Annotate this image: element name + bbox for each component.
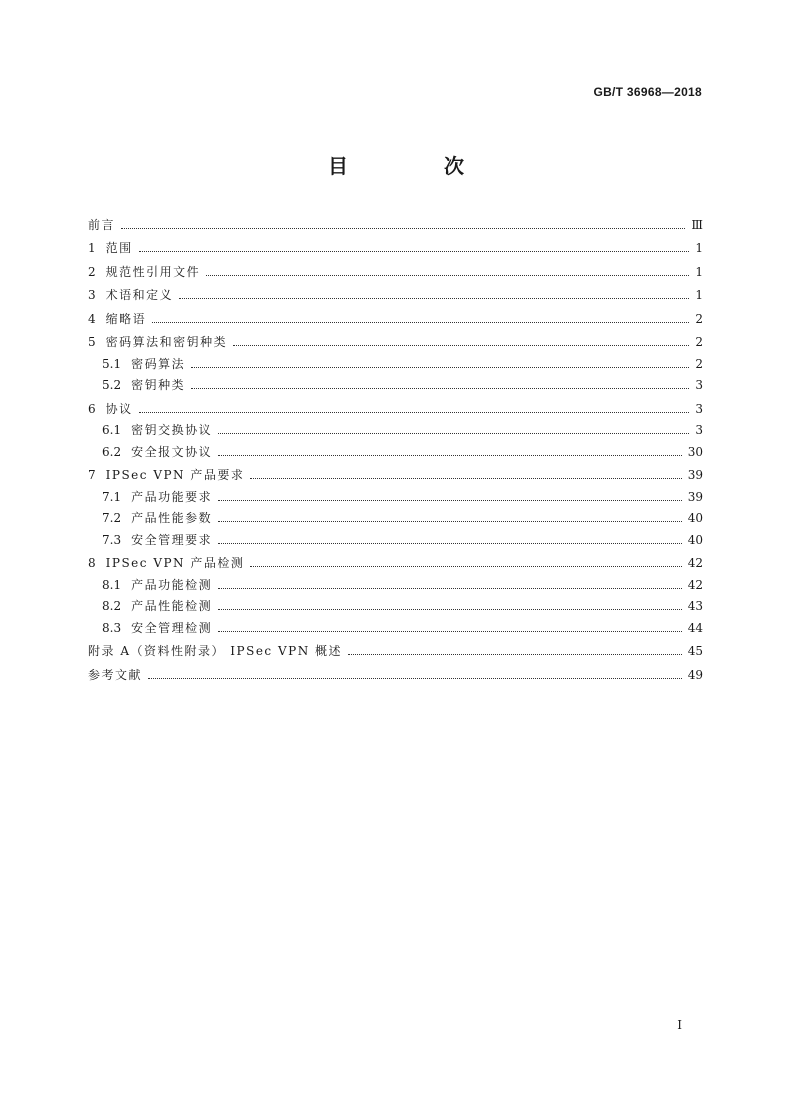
toc-entry-number: 8.3 (102, 621, 122, 636)
toc-entry[interactable] (88, 508, 703, 530)
toc-entry[interactable] (88, 665, 703, 687)
toc-leader-dots (152, 322, 689, 323)
toc-leader-dots (191, 367, 689, 368)
toc-entry-page: 44 (687, 621, 703, 636)
toc-entry[interactable] (88, 641, 703, 663)
toc-entry-page: 2 (695, 334, 703, 349)
standard-code: GB/T 36968—2018 (593, 85, 702, 99)
toc-title: 目 次 (328, 154, 502, 178)
toc-leader-dots (218, 631, 682, 632)
toc-entry-label: 密钥交换协议 (131, 423, 213, 438)
toc-leader-dots (250, 566, 681, 567)
toc-entry-page: 43 (687, 599, 703, 614)
toc-entry-number: 7.2 (102, 511, 122, 526)
toc-leader-dots (250, 478, 681, 479)
toc-entry-label: 产品功能要求 (131, 489, 213, 504)
toc-entry[interactable] (88, 285, 703, 307)
toc-entry-page: 3 (695, 423, 703, 438)
toc-entry-number: 8 (88, 556, 96, 571)
toc-leader-dots (218, 609, 682, 610)
toc-entry-number: 4 (88, 311, 96, 326)
toc-entry-page: 39 (687, 468, 703, 483)
toc-entry[interactable] (88, 215, 703, 237)
toc-entry[interactable] (88, 262, 703, 284)
toc-entry-label: 前言 (88, 218, 116, 232)
toc-entry[interactable] (88, 575, 703, 597)
table-of-contents (88, 215, 703, 686)
toc-leader-dots (233, 345, 689, 346)
toc-entry-label: 密码算法 (131, 356, 186, 371)
toc-leader-dots (139, 251, 690, 252)
toc-entry-page: 42 (687, 577, 703, 592)
toc-entry-page: 45 (687, 644, 703, 659)
toc-entry-label: 术语和定义 (105, 288, 174, 303)
toc-entry-label: IPSec VPN 产品要求 (105, 468, 245, 483)
toc-entry[interactable] (88, 375, 703, 397)
toc-entry-number: 6.2 (102, 444, 122, 459)
toc-entry-page: 40 (687, 532, 703, 547)
toc-entry-label: 规范性引用文件 (105, 264, 201, 279)
toc-entry-page: 3 (695, 401, 703, 416)
toc-entry[interactable] (88, 399, 703, 421)
toc-leader-dots (218, 500, 682, 501)
toc-entry-number: 8.1 (102, 577, 122, 592)
toc-leader-dots (206, 275, 689, 276)
toc-entry[interactable] (88, 332, 703, 354)
toc-entry-number: 5.1 (102, 356, 122, 371)
toc-entry-label: 安全管理检测 (131, 621, 213, 636)
toc-entry-number: 7.1 (102, 489, 122, 504)
toc-leader-dots (348, 654, 682, 655)
toc-entry-label: 密码算法和密钥种类 (105, 334, 228, 349)
toc-entry-page: Ⅲ (691, 218, 703, 232)
toc-entry-number: 8.2 (102, 599, 122, 614)
toc-entry-number: 5.2 (102, 378, 122, 393)
toc-entry-number: 7 (88, 468, 96, 483)
toc-leader-dots (218, 433, 689, 434)
toc-entry-page: 2 (695, 356, 703, 371)
toc-entry[interactable] (88, 420, 703, 442)
toc-entry-page: 1 (695, 241, 703, 256)
toc-entry-number: 6.1 (102, 423, 122, 438)
toc-entry-number: 6 (88, 401, 96, 416)
toc-leader-dots (218, 588, 682, 589)
toc-leader-dots (218, 521, 682, 522)
toc-leader-dots (139, 412, 690, 413)
toc-entry-label: 安全管理要求 (131, 532, 213, 547)
toc-entry[interactable] (88, 487, 703, 509)
toc-entry-label: 范围 (105, 241, 133, 256)
toc-leader-dots (218, 455, 682, 456)
toc-entry-number: 1 (88, 241, 96, 256)
toc-entry[interactable] (88, 553, 703, 575)
toc-entry[interactable] (88, 442, 703, 464)
toc-leader-dots (191, 388, 689, 389)
toc-leader-dots (218, 543, 682, 544)
toc-entry-label: 产品性能参数 (131, 511, 213, 526)
toc-entry-number: 2 (88, 264, 96, 279)
toc-entry-page: 3 (695, 378, 703, 393)
toc-entry-page: 39 (687, 489, 703, 504)
toc-entry-label: IPSec VPN 产品检测 (105, 556, 245, 571)
toc-entry-page: 2 (695, 311, 703, 326)
toc-entry-label: 密钥种类 (131, 378, 186, 393)
toc-entry[interactable] (88, 530, 703, 552)
toc-leader-dots (121, 228, 685, 229)
toc-entry-number: 5 (88, 334, 96, 349)
toc-entry-label: 安全报文协议 (131, 444, 213, 459)
page-number: I (677, 1018, 682, 1032)
toc-entry-page: 40 (687, 511, 703, 526)
toc-entry[interactable] (88, 465, 703, 487)
toc-leader-dots (179, 298, 689, 299)
toc-entry-label: 协议 (105, 401, 133, 416)
toc-entry-number: 7.3 (102, 532, 122, 547)
toc-entry-page: 1 (695, 264, 703, 279)
toc-leader-dots (148, 678, 682, 679)
toc-entry-page: 30 (687, 444, 703, 459)
toc-entry-label: 产品功能检测 (131, 577, 213, 592)
toc-entry-page: 1 (695, 288, 703, 303)
toc-entry[interactable] (88, 238, 703, 260)
toc-entry[interactable] (88, 596, 703, 618)
toc-entry-page: 49 (687, 667, 703, 682)
toc-entry[interactable] (88, 354, 703, 376)
toc-entry-label: 参考文献 (88, 667, 143, 682)
toc-entry-label: 产品性能检测 (131, 599, 213, 614)
toc-entry-label: 缩略语 (105, 311, 147, 326)
toc-entry-label: 附录 A（资料性附录） IPSec VPN 概述 (88, 644, 343, 659)
toc-entry[interactable] (88, 309, 703, 331)
toc-entry[interactable] (88, 618, 703, 640)
toc-entry-number: 3 (88, 288, 96, 303)
toc-entry-page: 42 (687, 556, 703, 571)
